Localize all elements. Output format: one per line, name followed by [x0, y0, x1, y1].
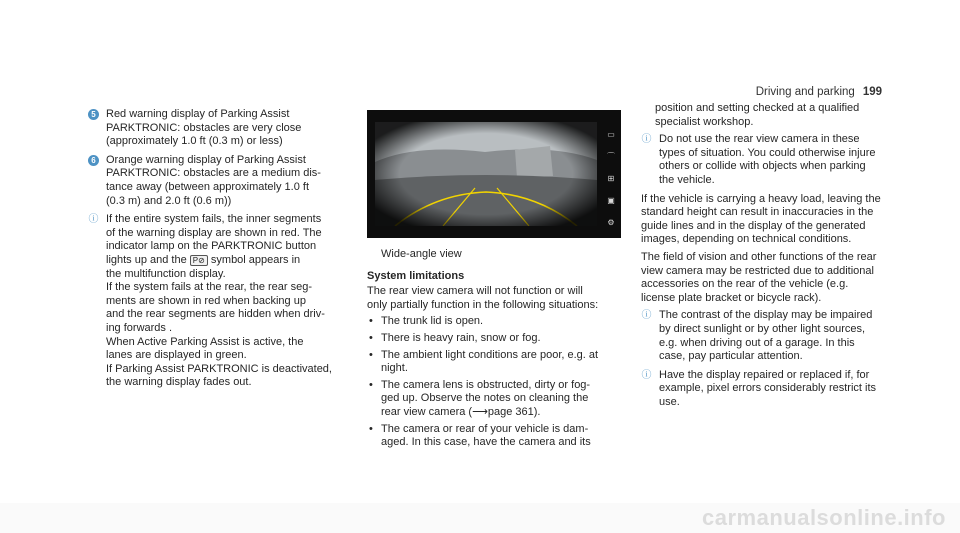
info-icon: ⓘ [641, 369, 652, 381]
rear-camera-image [367, 110, 621, 238]
text-fragment: ). [533, 405, 541, 418]
info-icon: ⓘ [641, 134, 652, 146]
text-line: If Parking Assist PARKTRONIC is deactivated, [106, 362, 332, 375]
text-line: The camera or rear of your vehicle is dam- [381, 422, 589, 435]
bullet-icon: • [369, 422, 373, 435]
text-line: The contrast of the display may be impaired [659, 309, 873, 322]
wide-angle-camera-view [375, 122, 597, 226]
list-item [367, 349, 621, 376]
list-item [367, 379, 621, 420]
text-line: PARKTRONIC: obstacles are a medium dis- [106, 167, 321, 180]
text-line: view camera may be restricted due to additional [641, 264, 874, 277]
note-contrast [641, 309, 887, 363]
wide-angle-icon: ⌒ [607, 152, 615, 161]
text-line: If the vehicle is carrying a heavy load, leaving the [641, 192, 881, 205]
bullet-icon: • [369, 348, 373, 361]
text-line: accessories on the rear of the vehicle (e.g. [641, 278, 849, 291]
text-line: e.g. when driving out of a garage. In this [659, 336, 855, 349]
text-line: by direct sunlight or by other light sources, [659, 322, 866, 335]
column-right [641, 102, 887, 414]
page-number: 199 [862, 86, 882, 98]
text-line: ments are shown in red when backing up [106, 294, 306, 307]
list-item [367, 423, 621, 450]
text-line: license plate bracket or bicycle rack). [641, 291, 822, 304]
text-line: Do not use the rear view camera in these [659, 133, 860, 146]
text-line: Orange warning display of Parking Assist [106, 153, 306, 166]
parktronic-off-symbol-icon: P⊘ [190, 255, 208, 266]
settings-icon: ⚙ [607, 218, 615, 227]
text-line: Red warning display of Parking Assist [106, 108, 290, 120]
text-line: case, pay particular attention. [659, 350, 803, 363]
text-line: If the entire system fails, the inner segments [106, 213, 322, 226]
text-line: The field of vision and other functions of the rear [641, 250, 877, 263]
text-line: The trunk lid is open. [381, 315, 484, 328]
legend-item-6 [88, 154, 348, 208]
section-heading: System limitations [367, 269, 465, 282]
bullet-icon: • [369, 315, 373, 328]
figure-caption: Wide-angle view [381, 248, 462, 260]
text-line: lanes are displayed in green. [106, 349, 247, 362]
text-line: There is heavy rain, snow or fog. [381, 331, 541, 344]
paragraph-heavy-load [641, 193, 887, 247]
text-line: the warning display fades out. [106, 376, 252, 389]
text-fragment: lights up and the [106, 253, 187, 266]
text-line: the multifunction display. [106, 267, 226, 280]
tag-icon: ▭ [607, 130, 615, 139]
trailer-icon: ⊞ [607, 174, 615, 183]
text-line: the vehicle. [659, 173, 715, 186]
page-header [756, 86, 882, 98]
text-line: position and setting checked at a qualified [655, 102, 860, 114]
list-item [367, 332, 621, 346]
text-line [381, 406, 621, 420]
text-line: of the warning display are shown in red. The [106, 226, 322, 239]
vignette [375, 122, 597, 226]
text-line: When Active Parking Assist is active, the [106, 335, 304, 348]
bullet-icon: • [369, 331, 373, 344]
bullet-icon: • [369, 378, 373, 391]
text-line: The camera lens is obstructed, dirty or fog- [381, 378, 591, 391]
legend-item-5 [88, 108, 348, 149]
info-icon: ⓘ [88, 214, 99, 226]
paragraph-field-of-vision [641, 251, 887, 305]
number-badge-5: 5 [88, 109, 99, 120]
text-line: The rear view camera will not function or will [367, 285, 583, 298]
text-line [106, 254, 348, 268]
text-line: types of situation. You could otherwise injure [659, 146, 876, 159]
text-line: standard height can result in inaccuracies in the [641, 206, 874, 219]
page-reference-link[interactable]: page 361 [487, 405, 534, 418]
text-line: PARKTRONIC: obstacles are very close [106, 121, 302, 134]
page-footer [0, 503, 960, 533]
column-left [88, 108, 348, 395]
section-title: Driving and parking [755, 86, 855, 98]
text-line: aged. In this case, have the camera and its [381, 436, 591, 449]
text-line: (0.3 m) and 2.0 ft (0.6 m)) [106, 194, 232, 207]
text-line: example, pixel errors considerably restrict its [659, 382, 877, 395]
text-line: If the system fails at the rear, the rear seg- [106, 281, 313, 294]
text-line: images, depending on technical conditions. [641, 233, 852, 246]
text-fragment: rear view camera ( [381, 405, 473, 418]
top-view-icon: ▣ [607, 196, 615, 205]
note-repair-display [641, 369, 887, 410]
text-line: guide lines and in the display of the generated [641, 219, 866, 232]
text-line: night. [381, 362, 408, 375]
column-middle [367, 110, 621, 450]
text-line: use. [659, 395, 680, 408]
text-line: ged up. Observe the notes on cleaning the [381, 392, 589, 405]
text-line: indicator lamp on the PARKTRONIC button [106, 240, 317, 253]
text-line: tance away (between approximately 1.0 ft [106, 180, 310, 193]
camera-side-menu [604, 130, 618, 228]
text-fragment: symbol appears in [210, 253, 301, 266]
text-line: and the rear segments are hidden when driv- [106, 308, 325, 321]
continued-text [641, 102, 887, 129]
text-line: only partially function in the following situations: [367, 298, 599, 311]
text-line: ing forwards . [106, 321, 173, 334]
text-line: specialist workshop. [655, 115, 754, 128]
text-line: others or collide with objects when parking [659, 160, 866, 173]
list-item [367, 315, 621, 329]
info-icon: ⓘ [641, 310, 652, 322]
note-system-failure [88, 213, 348, 390]
text-line: Have the display repaired or replaced if, for [659, 368, 870, 381]
text-line: The ambient light conditions are poor, e.g. at [381, 348, 599, 361]
note-do-not-use [641, 133, 887, 187]
number-badge-6: 6 [88, 155, 99, 166]
page-reference-arrow-icon: ⟶ [472, 405, 488, 418]
text-line: (approximately 1.0 ft (0.3 m) or less) [106, 135, 283, 148]
watermark: carmanualsonline.info [702, 505, 946, 530]
